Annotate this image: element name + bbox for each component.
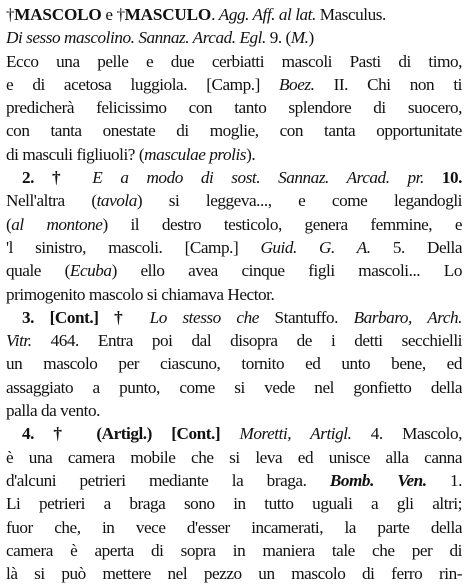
- sense-number: 3. [Cont.] †: [22, 307, 150, 327]
- text-line: palla da vento.: [6, 401, 100, 421]
- sense-definition: Lo stesso che: [149, 307, 259, 327]
- obsolete-mark: †: [116, 5, 125, 24]
- text-line: [6, 469, 462, 492]
- editorial-gloss: al montone: [11, 214, 103, 234]
- text-run: 1.: [426, 470, 462, 490]
- text-run: ) si leggeva..., e come legandogli: [136, 191, 462, 211]
- sense-number: 4. † (Artigl.) [Cont.]: [22, 424, 240, 444]
- punctuation: ): [308, 28, 314, 48]
- text-run: 464. Entra poi dal disopra de i detti secchielli: [31, 331, 462, 351]
- citation-author: Guid. G. A.: [260, 237, 371, 257]
- sense-definition: E a modo di sost. Sannaz. Arcad. pr.: [92, 168, 424, 188]
- latin-gloss: masculae prolis: [144, 144, 247, 164]
- text-run: II. Chi non ti: [314, 74, 462, 94]
- entry-headword-line: [6, 3, 462, 26]
- editorial-gloss: Ecuba: [69, 261, 112, 281]
- text-line: là si può mettere nel pezzo un mascolo di ferro rin-: [6, 564, 462, 584]
- text-line: camera è aperta di sopra in maniera tale che per di: [6, 540, 462, 560]
- text-line: è una camera mobile che si leva ed unisce alla canna: [6, 447, 462, 467]
- text-run: 5. Della: [370, 237, 462, 257]
- citation-author: Boez.: [279, 74, 315, 94]
- text-line: Ecco una pelle e due cerbiatti mascoli Pasti di timo,: [6, 51, 462, 71]
- citation-source-mark: M.: [290, 28, 309, 48]
- text-run: 4. Mascolo,: [351, 424, 462, 444]
- sense-3-heading: [6, 306, 462, 329]
- conjunction-text: e: [101, 5, 117, 24]
- definition-line: [6, 26, 462, 49]
- text-run: ).: [246, 144, 256, 164]
- obsolete-mark: †: [6, 5, 15, 24]
- editorial-gloss: tavola: [96, 191, 137, 211]
- text-run: ) il destro testicolo, genera femmine, e: [102, 214, 462, 234]
- text-line: [6, 213, 462, 236]
- text-run: di masculi figliuoli? (: [6, 144, 145, 164]
- sense-2-heading: [6, 166, 462, 189]
- sense-number: 2. †: [22, 168, 93, 188]
- text-run: (: [6, 214, 12, 234]
- headword-masculo: MASCULO: [124, 5, 212, 24]
- text-line: [6, 236, 462, 259]
- text-line: [6, 143, 462, 166]
- citation-author: Bomb. Ven.: [329, 470, 427, 490]
- text-run: d'alcuni petrieri mediante la braga.: [6, 470, 330, 490]
- text-line: con tanta onestate di moglie, con tanta opportunitate: [6, 121, 462, 141]
- text-run: ) ello avea cinque figli mascoli... Lo: [111, 261, 462, 281]
- citation-work: Vitr.: [6, 331, 32, 351]
- grammar-label: Agg. Aff. al lat.: [218, 5, 316, 24]
- citation-author: Moretti, Artigl.: [239, 424, 352, 444]
- text-line: [6, 329, 462, 352]
- citation-number: 9. (: [265, 28, 291, 48]
- text-line: assaggiato a punto, come si vede nel gonfietto della: [6, 377, 462, 397]
- punctuation: .: [211, 5, 219, 24]
- text-run: Stantuffo.: [258, 307, 354, 327]
- text-line: Li petrieri a braga sono in tutto uguali a gli altri;: [6, 494, 462, 514]
- text-line: [6, 189, 462, 212]
- text-line: primogenito mascolo si chiamava Hector.: [6, 284, 275, 304]
- etymon-text: Masculus.: [315, 5, 386, 24]
- headword-mascolo: MASCOLO: [14, 5, 102, 24]
- text-line: un mascolo per ciascuno, tornito ed unto bene, ed: [6, 354, 462, 374]
- citation-author: Barbaro, Arch.: [353, 307, 462, 327]
- text-run: quale (: [6, 261, 70, 281]
- text-line: predicherà felicissimo con tanto splendore di suocero,: [6, 98, 462, 118]
- text-line: [6, 259, 462, 282]
- text-run: e di acetosa luggiola. [Camp.]: [6, 74, 279, 94]
- text-run: 'l sinistro, mascoli. [Camp.]: [6, 237, 261, 257]
- sense-4-heading: [6, 422, 462, 445]
- text-line: [6, 73, 462, 96]
- citation-number: 10.: [423, 168, 462, 188]
- definition-and-citation: Di sesso mascolino. Sannaz. Arcad. Egl.: [6, 28, 266, 48]
- text-run: Nell'altra (: [6, 191, 97, 211]
- text-line: fuor che, in vece d'esser incamerati, la parte della: [6, 517, 462, 537]
